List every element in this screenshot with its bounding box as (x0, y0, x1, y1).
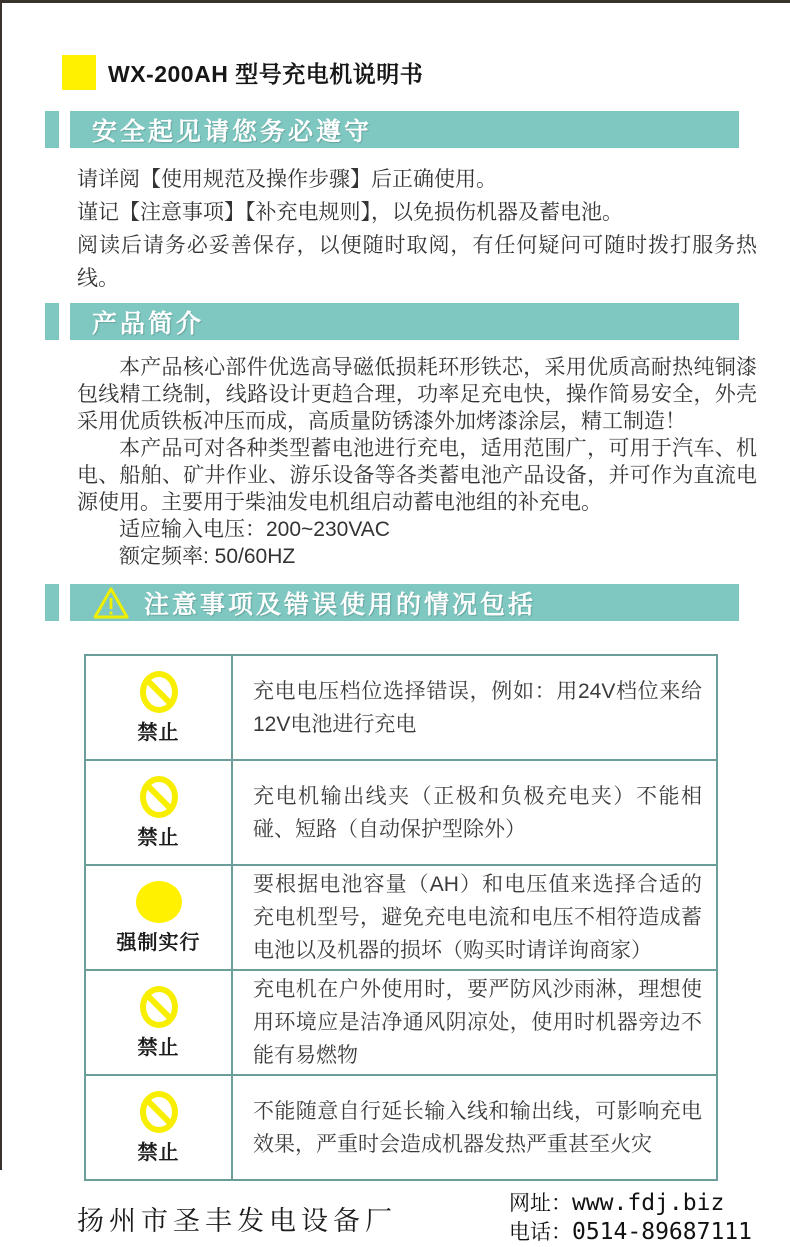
filled-yellow-circle-icon (136, 881, 182, 923)
section-header-safety (2, 111, 790, 148)
table-row (85, 970, 717, 1075)
section-header-notice (2, 584, 790, 621)
row-text: 不能随意自行延长输入线和输出线，可影响充电效果，严重时会造成机器发热严重甚至火灾 (232, 1075, 717, 1180)
phone-label: 电话： (508, 1220, 572, 1244)
table-row (85, 1075, 717, 1180)
section-header-intro (2, 303, 790, 340)
safety-line: 谨记【注意事项】【补充电规则】，以免损伤机器及蓄电池。 (77, 201, 623, 224)
contact-block (509, 1189, 752, 1247)
company-name: 扬州市圣丰发电设备厂 (77, 1205, 397, 1237)
page-title: WX-200AH 型号充电机说明书 (108, 61, 424, 87)
table-row (85, 760, 717, 865)
safety-line: 阅读后请务必妥善保存，以便随时取阅，有任何疑问可随时拨打服务热线。 (77, 234, 757, 290)
no-entry-circle-slash-icon (140, 671, 178, 713)
section-accent-bar (45, 303, 59, 340)
row-icon-label: 禁止 (137, 826, 180, 849)
phone-value: 0514-89687111 (571, 1219, 752, 1245)
safety-line: 请详阅【使用规范及操作步骤】后正确使用。 (77, 168, 497, 191)
spec-rated-frequency: 额定频率: 50/60HZ (119, 545, 296, 568)
notice-table (84, 654, 718, 1181)
title-row (62, 55, 790, 90)
warning-triangle-icon (92, 586, 130, 620)
safety-text-block (77, 163, 757, 295)
table-row (85, 865, 717, 970)
table-row (85, 655, 717, 760)
row-text: 充电机在户外使用时，要严防风沙雨淋，理想使用环境应是洁净通风阴凉处，使用时机器旁边不能有易燃物 (232, 970, 717, 1075)
section-accent-bar (45, 111, 59, 148)
intro-text-block (77, 354, 757, 570)
section-title-notice: 注意事项及错误使用的情况包括 (144, 590, 537, 619)
row-icon-label: 禁止 (137, 1141, 180, 1164)
intro-paragraph: 本产品可对各种类型蓄电池进行充电，适用范围广，可用于汽车、机电、船舶、矿井作业、游乐设备等各类蓄电池产品设备，并可作为直流电源使用。主要用于柴油发电机组启动蓄电池组的补充电。 (77, 437, 757, 514)
no-entry-circle-slash-icon (140, 1091, 178, 1133)
row-icon-label: 禁止 (137, 1036, 180, 1059)
no-entry-circle-slash-icon (140, 776, 178, 818)
no-entry-circle-slash-icon (140, 986, 178, 1028)
row-text: 充电机输出线夹（正极和负极充电夹）不能相碰、短路（自动保护型除外） (232, 760, 717, 865)
website-label: 网址： (508, 1191, 572, 1215)
section-title-intro: 产品简介 (92, 309, 205, 338)
intro-paragraph: 本产品核心部件优选高导磁低损耗环形铁芯，采用优质高耐热纯铜漆包线精工绕制，线路设计更趋合理，功率足充电快，操作简易安全，外壳采用优质铁板冲压而成，高质量防锈漆外加烤漆涂层，精工制造！ (77, 356, 757, 433)
section-title-safety: 安全起见请您务必遵守 (92, 117, 373, 146)
row-text: 要根据电池容量（AH）和电压值来选择合适的充电机型号，避免充电电流和电压不相符造成蓄电池以及机器的损坏（购买时请详询商家） (232, 865, 717, 970)
section-accent-bar (45, 584, 59, 621)
yellow-square-icon (62, 55, 96, 90)
website-value: www.fdj.biz (571, 1190, 725, 1216)
row-icon-label: 禁止 (137, 721, 180, 744)
row-icon-label: 强制实行 (116, 931, 201, 954)
spec-input-voltage: 适应输入电压：200~230VAC (119, 518, 390, 541)
footer (77, 1189, 752, 1247)
row-text: 充电电压档位选择错误，例如：用24V档位来给12V电池进行充电 (232, 655, 717, 760)
